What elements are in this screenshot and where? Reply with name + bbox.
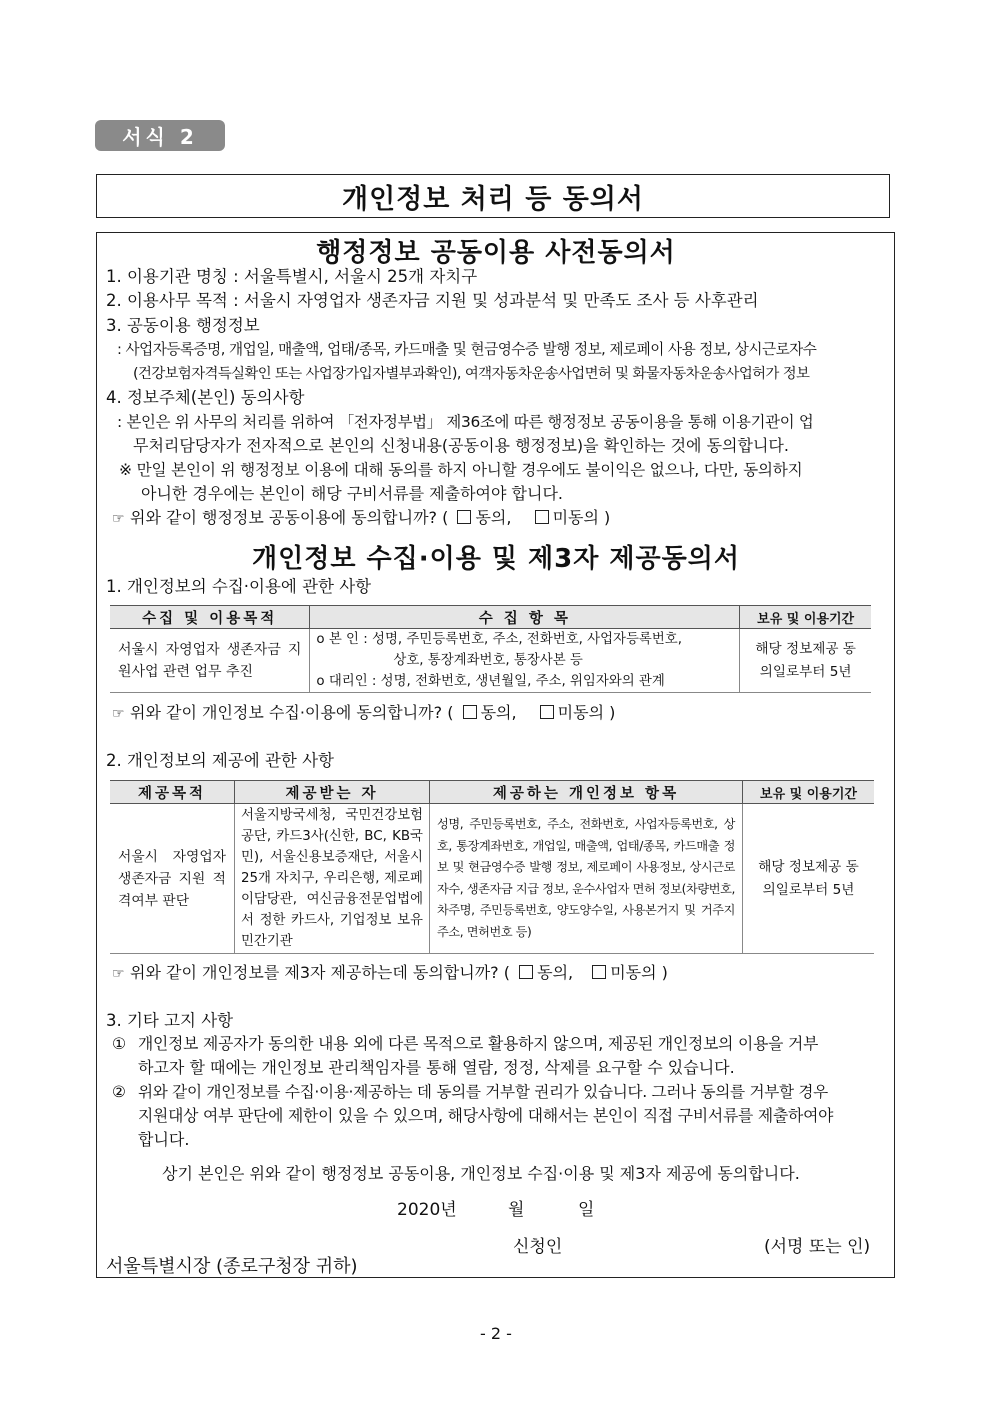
applicant-label: 신청인: [513, 1237, 563, 1257]
other-notice-2-text: 위와 같이 개인정보를 수집·이용·제공하는 데 동의를 거부할 권리가 있습니다. 그러나 동의를 거부할 경우: [138, 1083, 828, 1101]
admin-item-4-body-cont: 무처리담당자가 전자적으로 본인의 신청내용(공동이용 행정정보)을 확인하는 것에 동의합니다.: [133, 436, 789, 455]
pointing-hand-icon: ☞: [112, 966, 125, 982]
admin-item-3-body-cont: (건강보험자격득실확인 또는 사업장가입자별부과확인), 여객자동차운송사업면허 및 화물자동차운송사업허가 정보: [133, 366, 810, 382]
admin-item-1: 1. 이용기관 명칭 : 서울특별시, 서울시 25개 자치구: [106, 267, 478, 286]
collect-header-purpose: 수집 및 이용목적: [110, 606, 310, 629]
admin-item-2: 2. 이용사무 목적 : 서울시 자영업자 생존자금 지원 및 성과분석 및 만족도 조사 등 사후관리: [106, 291, 759, 310]
provide-header-period: 보유 및 이용기간: [743, 781, 875, 804]
provide-section-title: 2. 개인정보의 제공에 관한 사항: [106, 751, 334, 770]
provide-period-cell: 해당 정보제공 동의일로부터 5년: [743, 804, 875, 954]
other-notice-title: 3. 기타 고지 사항: [106, 1011, 234, 1030]
collect-purpose-cell: 서울시 자영업자 생존자금 지원사업 관련 업무 추진: [110, 629, 310, 693]
provide-disagree-label: 미동의 ): [610, 963, 668, 982]
provide-consent-question: [112, 962, 668, 985]
collect-agree-checkbox[interactable]: [463, 705, 477, 719]
provide-items-cell: 성명, 주민등록번호, 주소, 전화번호, 사업자등록번호, 상호, 통장계좌번호, 개업일, 매출액, 업태/종목, 카드매출 정보 및 현금영수증 발행 정보, 제로페이 사용정보, 상시근로자수, 생존자금 지급 정보, 운수사업자 면허 정보(차량번호, 차주명, 주민등록번호, 양도양수일, 사용본거지 및 거주지 주소, 면허번호 등): [430, 804, 743, 954]
admin-item-4: 4. 정보주체(본인) 동의사항: [106, 388, 305, 407]
collect-table: [110, 605, 871, 693]
admin-item-4-body: : 본인은 위 사무의 처리를 위하여 「전자정부법」 제36조에 따른 행정정보 공동이용을 통해 이용기관이 업: [117, 413, 814, 431]
addressee: 서울특별시장 (종로구청장 귀하): [106, 1256, 358, 1277]
admin-disagree-label: 미동의 ): [552, 508, 611, 527]
provide-header-recipients: 제공받는 자: [235, 781, 430, 804]
form-number-badge: 서식 2: [95, 120, 225, 151]
pointing-hand-icon: ☞: [112, 511, 125, 527]
circled-one: ①: [112, 1034, 126, 1053]
personal-consent-heading: 개인정보 수집·이용 및 제3자 제공동의서: [251, 544, 741, 574]
page-number: - 2 -: [480, 1324, 512, 1343]
collect-items-principal-cont: 상호, 통장계좌번호, 통장사본 등: [393, 653, 583, 668]
other-notice-2-cont: 지원대상 여부 판단에 제한이 있을 수 있으며, 해당사항에 대해서는 본인이 직접 구비서류를 제출하여야: [138, 1106, 834, 1125]
collect-items-agent: o 대리인 : 성명, 전화번호, 생년월일, 주소, 위임자와의 관계: [316, 674, 665, 689]
collect-disagree-checkbox[interactable]: [540, 705, 554, 719]
collect-header-items: 수 집 항 목: [310, 606, 740, 629]
document-title: 개인정보 처리 등 동의서: [96, 174, 890, 218]
provide-question-text: 위와 같이 개인정보를 제3자 제공하는데 동의합니까? (: [130, 963, 511, 982]
provide-purpose-cell: 서울시 자영업자 생존자금 지원 적격여부 판단: [110, 804, 235, 954]
admin-question-text: 위와 같이 행정정보 공동이용에 동의합니까? (: [130, 508, 449, 527]
admin-agree-checkbox[interactable]: [457, 510, 471, 524]
collect-section-title: 1. 개인정보의 수집·이용에 관한 사항: [106, 577, 372, 596]
other-notice-2-cont2: 합니다.: [138, 1130, 190, 1149]
admin-agree-label: 동의,: [475, 508, 512, 527]
collect-period-cell: 해당 정보제공 동의일로부터 5년: [740, 629, 871, 693]
table-row: [110, 804, 874, 954]
pointing-hand-icon: ☞: [112, 706, 125, 722]
collect-question-text: 위와 같이 개인정보 수집·이용에 동의합니까? (: [130, 703, 454, 722]
signature-label: (서명 또는 인): [764, 1237, 871, 1257]
collect-table-header: [110, 606, 871, 629]
table-row: [110, 629, 871, 693]
provide-table: [110, 780, 874, 954]
collect-disagree-label: 미동의 ): [557, 703, 616, 722]
date-day: 일: [578, 1200, 595, 1220]
other-notice-2: [112, 1081, 828, 1103]
provide-disagree-checkbox[interactable]: [592, 965, 606, 979]
provide-header-purpose: 제공목적: [110, 781, 235, 804]
collect-agree-label: 동의,: [480, 703, 517, 722]
provide-recipients-cell: 서울지방국세청, 국민건강보험공단, 카드3사(신한, BC, KB국민), 서울신용보증재단, 서울시 25개 자치구, 우리은행, 제로페이담당관, 여신금융전문업법에서 정한 카드사, 기업정보 보유 민간기관: [235, 804, 430, 954]
admin-note-cont: 아니한 경우에는 본인이 해당 구비서류를 제출하여야 합니다.: [141, 484, 564, 503]
collect-items-principal: o 본 인 : 성명, 주민등록번호, 주소, 전화번호, 사업자등록번호,: [316, 632, 682, 647]
other-notice-1-text: 개인정보 제공자가 동의한 내용 외에 다른 목적으로 활용하지 않으며, 제공된 개인정보의 이용을 거부: [138, 1034, 819, 1053]
provide-header-items: 제공하는 개인정보 항목: [430, 781, 743, 804]
other-notice-1: [112, 1033, 818, 1055]
admin-consent-heading: 행정정보 공동이용 사전동의서: [316, 238, 676, 268]
admin-note: ※ 만일 본인이 위 행정정보 이용에 대해 동의를 하지 아니할 경우에도 불이익은 없으나, 다만, 동의하지: [119, 461, 803, 479]
collect-header-period: 보유 및 이용기간: [740, 606, 871, 629]
provide-table-header: [110, 781, 874, 804]
other-notice-1-cont: 하고자 할 때에는 개인정보 관리책임자를 통해 열람, 정정, 삭제를 요구할 수 있습니다.: [138, 1058, 735, 1077]
admin-item-3: 3. 공동이용 행정정보: [106, 316, 260, 335]
date-year: 2020년: [397, 1200, 457, 1220]
provide-agree-label: 동의,: [537, 963, 574, 982]
collect-consent-question: [112, 702, 615, 725]
collect-items-cell: [310, 629, 740, 693]
admin-item-3-body: : 사업자등록증명, 개업일, 매출액, 업태/종목, 카드매출 및 현금영수증 발행 정보, 제로페이 사용 정보, 상시근로자수: [117, 341, 817, 358]
provide-agree-checkbox[interactable]: [519, 965, 533, 979]
date-month: 월: [508, 1200, 525, 1220]
closing-statement: 상기 본인은 위와 같이 행정정보 공동이용, 개인정보 수집·이용 및 제3자 제공에 동의합니다.: [162, 1164, 800, 1183]
admin-disagree-checkbox[interactable]: [535, 510, 549, 524]
circled-two: ②: [112, 1083, 126, 1101]
admin-consent-question: [112, 507, 610, 530]
